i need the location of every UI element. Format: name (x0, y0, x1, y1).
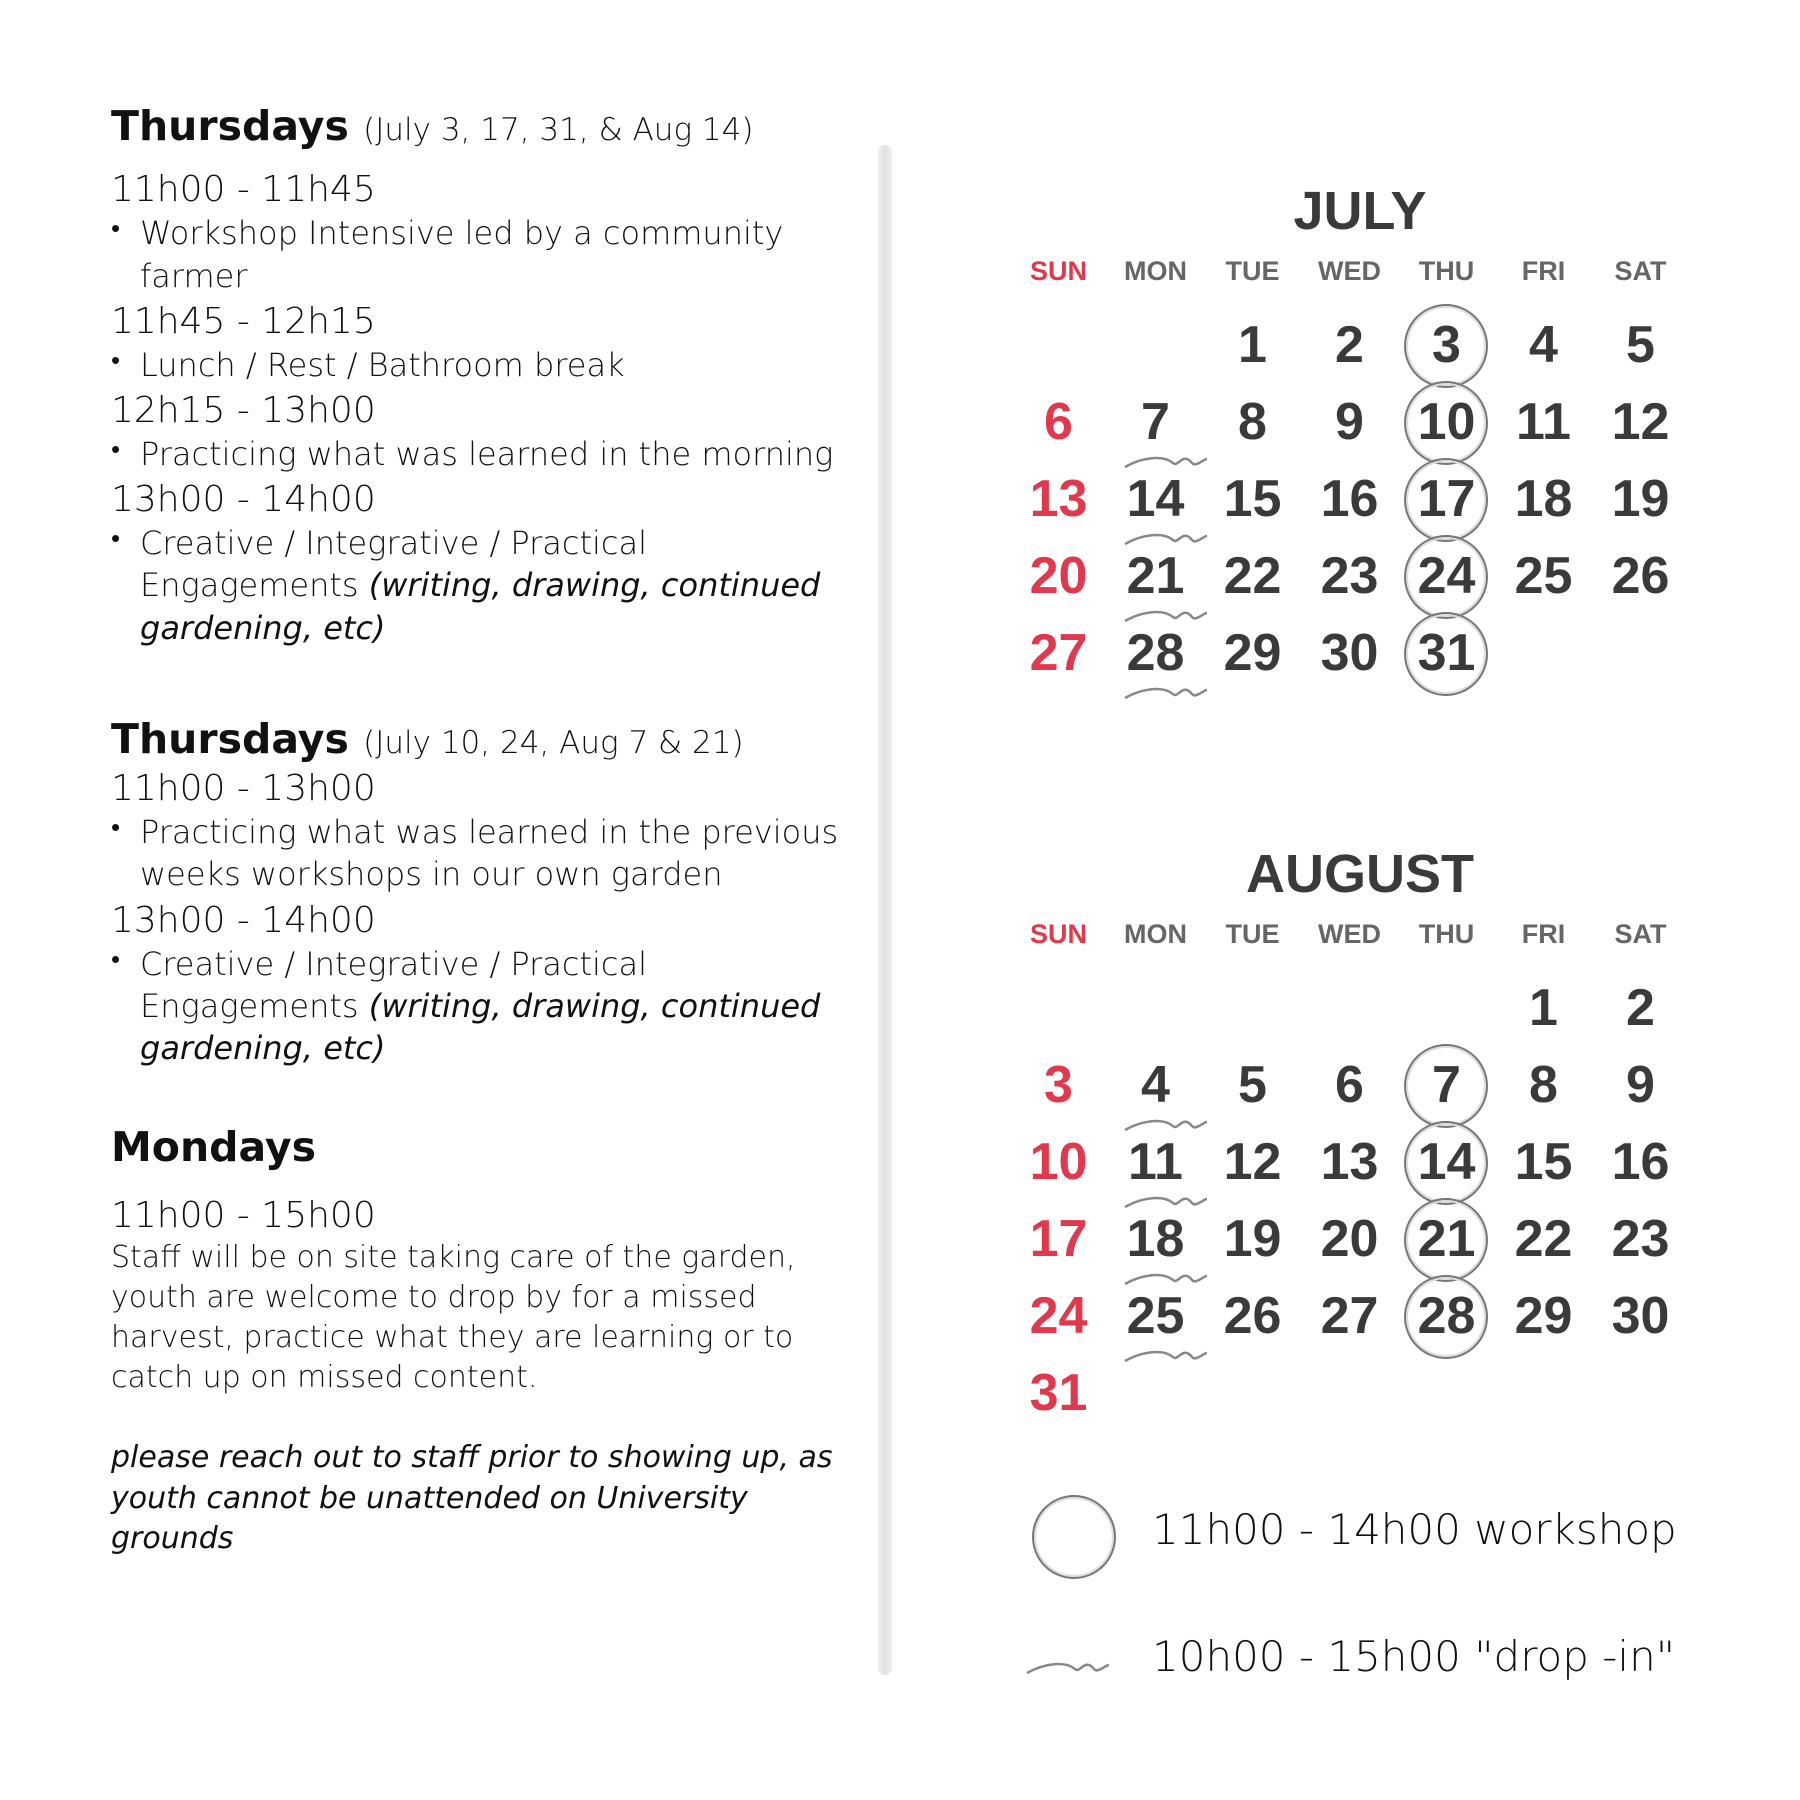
calendar-july (1010, 180, 1710, 692)
day-number: 24 (1029, 1287, 1088, 1345)
weekday-tue: TUE (1225, 919, 1280, 949)
activity-item: • Lunch / Rest / Bathroom break (111, 344, 851, 386)
weekday-mon: MON (1124, 256, 1187, 286)
day-3 (1398, 307, 1495, 384)
day-number: 25 (1126, 1287, 1185, 1345)
dropin-squiggle-icon (1123, 680, 1209, 704)
legend-circle-icon (1032, 1495, 1116, 1579)
day-number: 9 (1626, 1056, 1655, 1114)
day-number: 15 (1514, 1133, 1573, 1191)
legend-dropin-label: 10h00 - 15h00 "drop -in" (1152, 1632, 1676, 1681)
day-30 (1592, 1278, 1689, 1355)
time-slot: 11h00 - 11h45 (111, 169, 376, 211)
day-8 (1204, 384, 1301, 461)
month-title: JULY (1293, 181, 1427, 241)
day-number: 3 (1432, 316, 1461, 374)
day-number: 14 (1126, 470, 1185, 528)
weekday-wed: WED (1318, 256, 1381, 286)
day-number: 2 (1335, 316, 1364, 374)
weekday-header (1010, 919, 1710, 950)
day-number: 17 (1417, 470, 1476, 528)
day-17 (1010, 1201, 1107, 1278)
activity-text: Creative / Integrative / Practical Engagements (140, 944, 648, 1025)
day-21 (1107, 538, 1204, 615)
legend-workshop-label: 11h00 - 14h00 workshop (1152, 1505, 1677, 1554)
time-slot: 11h00 - 13h00 (111, 768, 376, 810)
day-number: 23 (1611, 1210, 1670, 1268)
day-25 (1107, 1278, 1204, 1355)
day-number: 23 (1320, 547, 1379, 605)
day-10 (1010, 1124, 1107, 1201)
day-number: 10 (1029, 1133, 1088, 1191)
day-number: 13 (1029, 470, 1088, 528)
day-23 (1301, 538, 1398, 615)
day-number: 6 (1044, 393, 1073, 451)
day-27 (1301, 1278, 1398, 1355)
time-slot: 12h15 - 13h00 (111, 390, 376, 431)
activity-note: (writing, drawing, continued gardening, etc) (140, 566, 821, 647)
day-number: 30 (1611, 1287, 1670, 1345)
day-number: 7 (1141, 393, 1170, 451)
weekday-thu: THU (1418, 919, 1475, 949)
weekday-fri: FRI (1521, 919, 1566, 949)
time-slot: 11h00 - 15h00 (111, 1194, 376, 1236)
day-30 (1301, 615, 1398, 692)
mondays-note: please reach out to staff prior to showing up, as youth cannot be unattended on University grounds (111, 1440, 833, 1556)
day-9 (1301, 384, 1398, 461)
weekday-sat: SAT (1614, 256, 1667, 286)
activity-item: • Practicing what was learned in the morning (111, 433, 851, 475)
day-number: 16 (1611, 1133, 1670, 1191)
day-24 (1398, 538, 1495, 615)
day-4 (1495, 307, 1592, 384)
day-8 (1495, 1047, 1592, 1124)
day-number: 27 (1029, 624, 1088, 682)
time-slot: 13h00 - 14h00 (111, 899, 376, 941)
day-4 (1107, 1047, 1204, 1124)
activity-item: • Practicing what was learned in the previous weeks workshops in our own garden (111, 811, 851, 895)
day-7 (1398, 1047, 1495, 1124)
day-number: 20 (1029, 547, 1088, 605)
day-6 (1010, 384, 1107, 461)
day-28 (1107, 615, 1204, 692)
day-14 (1398, 1124, 1495, 1201)
day-6 (1301, 1047, 1398, 1124)
day-number: 16 (1320, 470, 1379, 528)
day-number: 7 (1432, 1056, 1461, 1114)
day-2 (1301, 307, 1398, 384)
day-number: 18 (1514, 470, 1573, 528)
day-16 (1592, 1124, 1689, 1201)
day-5 (1204, 1047, 1301, 1124)
mondays-description: Staff will be on site taking care of the garden, youth are welcome to drop by for a missed harvest, practice what they are learning or to catch up on missed content. (111, 1239, 796, 1396)
day-28 (1398, 1278, 1495, 1355)
day-13 (1010, 461, 1107, 538)
weekday-mon: MON (1124, 919, 1187, 949)
activity-item: • Workshop Intensive led by a community farmer (111, 212, 851, 296)
month-title: AUGUST (1246, 844, 1474, 904)
weekday-sun: SUN (1029, 256, 1087, 286)
section-title: Mondays (111, 1123, 317, 1172)
day-number: 29 (1514, 1287, 1573, 1345)
day-number: 21 (1126, 547, 1185, 605)
day-number: 12 (1223, 1133, 1282, 1191)
day-number: 5 (1238, 1056, 1267, 1114)
day-number: 26 (1223, 1287, 1282, 1345)
day-number: 27 (1320, 1287, 1379, 1345)
day-29 (1495, 1278, 1592, 1355)
day-number: 22 (1514, 1210, 1573, 1268)
day-14 (1107, 461, 1204, 538)
day-22 (1495, 1201, 1592, 1278)
day-number: 12 (1611, 393, 1670, 451)
day-20 (1010, 538, 1107, 615)
empty-cell (1107, 970, 1204, 1047)
weekday-thu: THU (1418, 256, 1475, 286)
day-number: 28 (1417, 1287, 1476, 1345)
day-10 (1398, 384, 1495, 461)
day-5 (1592, 307, 1689, 384)
day-11 (1495, 384, 1592, 461)
day-number: 19 (1611, 470, 1670, 528)
day-number: 25 (1514, 547, 1573, 605)
day-9 (1592, 1047, 1689, 1124)
day-number: 15 (1223, 470, 1282, 528)
empty-cell (1107, 307, 1204, 384)
section-mondays (111, 1121, 851, 1559)
day-number: 20 (1320, 1210, 1379, 1268)
day-31 (1398, 615, 1495, 692)
day-2 (1592, 970, 1689, 1047)
weekday-fri: FRI (1521, 256, 1566, 286)
day-number: 1 (1238, 316, 1267, 374)
day-18 (1495, 461, 1592, 538)
activity-text: Creative / Integrative / Practical Engagements (140, 524, 648, 605)
day-11 (1107, 1124, 1204, 1201)
day-number: 24 (1417, 547, 1476, 605)
day-31 (1010, 1355, 1107, 1432)
day-number: 9 (1335, 393, 1364, 451)
day-16 (1301, 461, 1398, 538)
day-number: 17 (1029, 1210, 1088, 1268)
day-15 (1495, 1124, 1592, 1201)
day-21 (1398, 1201, 1495, 1278)
schedule-column (111, 100, 851, 1559)
day-3 (1010, 1047, 1107, 1124)
day-number: 10 (1417, 393, 1476, 451)
day-number: 11 (1516, 393, 1571, 451)
section-dates: (July 3, 17, 31, & Aug 14) (363, 112, 754, 148)
weekday-sun: SUN (1029, 919, 1087, 949)
day-number: 29 (1223, 624, 1282, 682)
day-number: 8 (1238, 393, 1267, 451)
day-23 (1592, 1201, 1689, 1278)
day-number: 21 (1417, 1210, 1476, 1268)
day-15 (1204, 461, 1301, 538)
empty-cell (1010, 970, 1107, 1047)
section-title: Thursdays (111, 102, 349, 150)
day-number: 11 (1128, 1133, 1183, 1191)
day-1 (1204, 307, 1301, 384)
day-12 (1592, 384, 1689, 461)
time-slot: 11h45 - 12h15 (111, 300, 376, 342)
time-slot: 13h00 - 14h00 (111, 479, 376, 521)
day-grid (1010, 970, 1710, 1432)
activity-item (111, 943, 851, 1070)
section-dates: (July 10, 24, Aug 7 & 21) (363, 724, 744, 761)
day-number: 30 (1320, 624, 1379, 682)
day-number: 19 (1223, 1210, 1282, 1268)
day-19 (1204, 1201, 1301, 1278)
empty-cell (1398, 970, 1495, 1047)
day-number: 13 (1320, 1133, 1379, 1191)
day-number: 31 (1029, 1364, 1088, 1422)
day-number: 6 (1335, 1056, 1364, 1114)
day-number: 3 (1044, 1056, 1073, 1114)
weekday-header (1010, 256, 1710, 287)
day-20 (1301, 1201, 1398, 1278)
day-number: 5 (1626, 316, 1655, 374)
day-26 (1592, 538, 1689, 615)
empty-cell (1010, 307, 1107, 384)
day-26 (1204, 1278, 1301, 1355)
weekday-sat: SAT (1614, 919, 1667, 949)
weekday-tue: TUE (1225, 256, 1280, 286)
day-22 (1204, 538, 1301, 615)
day-7 (1107, 384, 1204, 461)
day-19 (1592, 461, 1689, 538)
day-25 (1495, 538, 1592, 615)
day-13 (1301, 1124, 1398, 1201)
day-12 (1204, 1124, 1301, 1201)
calendar-august (1010, 843, 1710, 1432)
day-number: 28 (1126, 624, 1185, 682)
empty-cell (1301, 970, 1398, 1047)
column-divider (878, 145, 892, 1675)
day-number: 1 (1529, 979, 1558, 1037)
day-27 (1010, 615, 1107, 692)
weekday-wed: WED (1318, 919, 1381, 949)
empty-cell (1204, 970, 1301, 1047)
day-number: 14 (1417, 1133, 1476, 1191)
day-grid (1010, 307, 1710, 692)
section-title: Thursdays (111, 714, 349, 763)
day-number: 8 (1529, 1056, 1558, 1114)
section-thursdays-a (111, 100, 851, 649)
day-17 (1398, 461, 1495, 538)
day-number: 2 (1626, 979, 1655, 1037)
day-number: 31 (1417, 624, 1476, 682)
activity-note: (writing, drawing, continued gardening, etc) (140, 986, 821, 1068)
day-number: 26 (1611, 547, 1670, 605)
day-number: 22 (1223, 547, 1282, 605)
day-number: 18 (1126, 1210, 1185, 1268)
section-thursdays-b (111, 713, 851, 1069)
day-24 (1010, 1278, 1107, 1355)
day-number: 4 (1529, 316, 1558, 374)
day-1 (1495, 970, 1592, 1047)
legend-squiggle-icon (1025, 1655, 1111, 1679)
day-number: 4 (1141, 1056, 1170, 1114)
day-18 (1107, 1201, 1204, 1278)
activity-item (111, 522, 851, 649)
day-29 (1204, 615, 1301, 692)
dropin-squiggle-icon (1123, 1343, 1209, 1367)
